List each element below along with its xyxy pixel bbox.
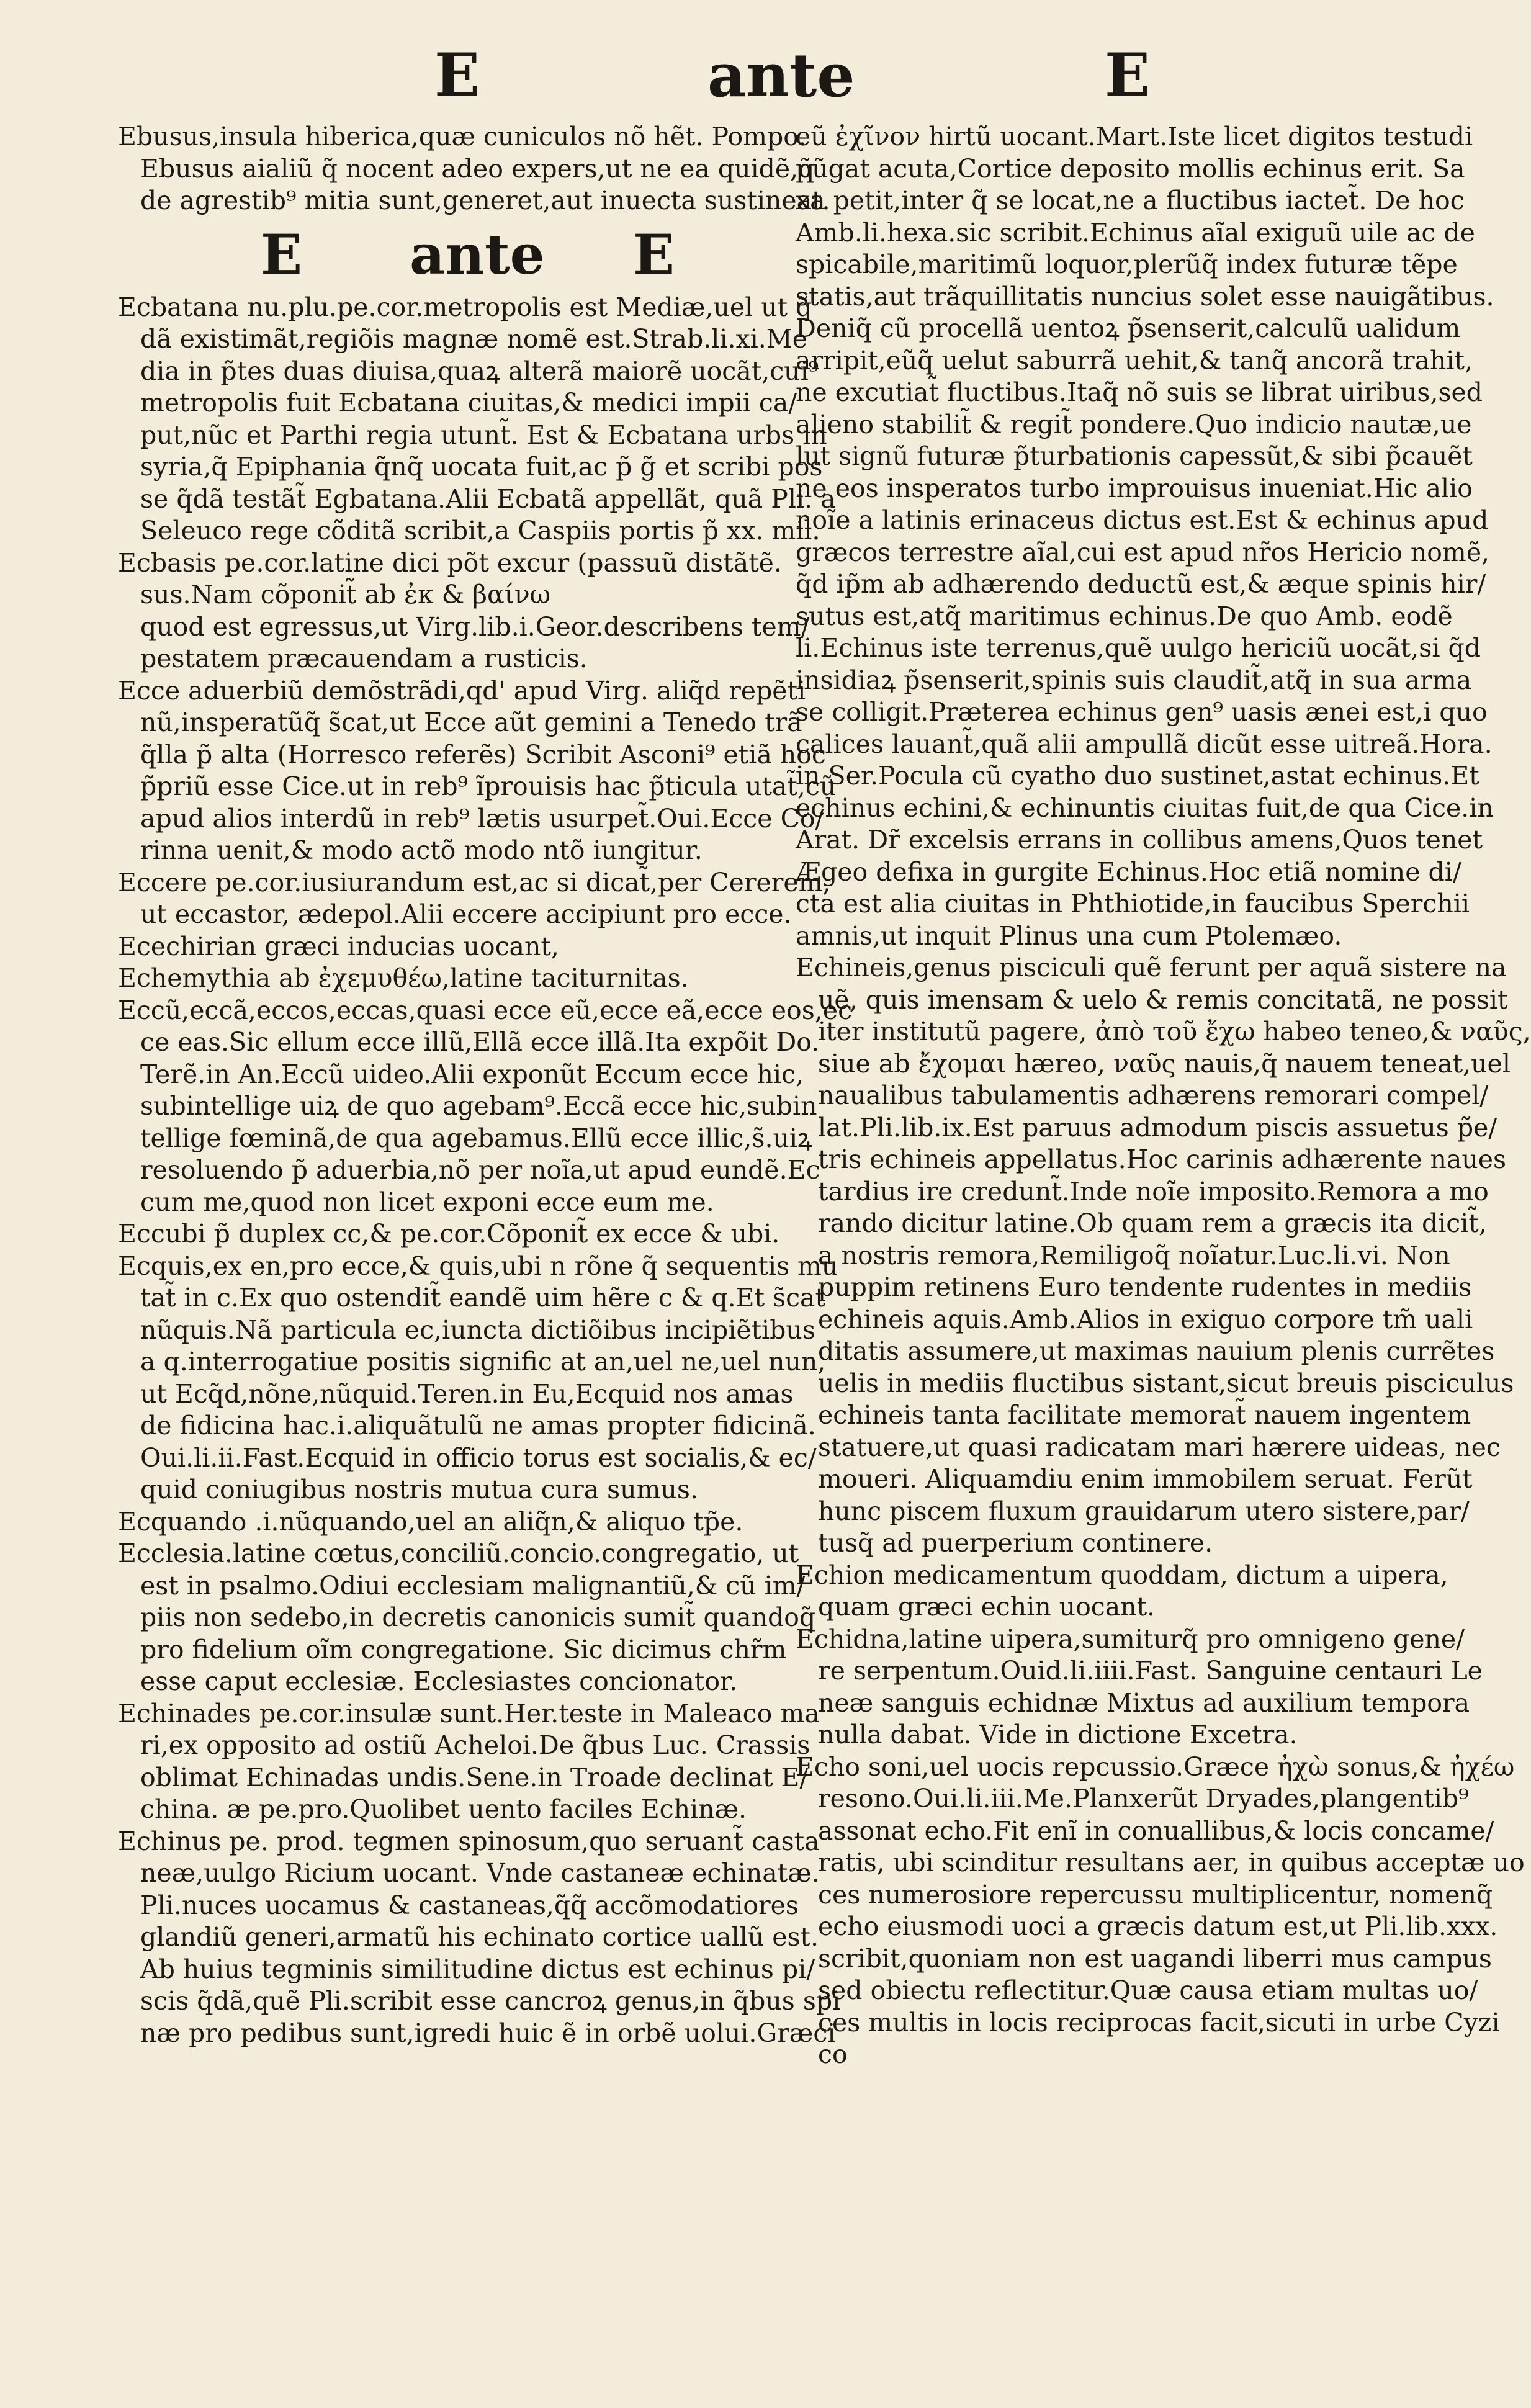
left-column-entries (118, 292, 853, 2050)
text-line: iter institutũ pagere, ἀπὸ τοῦ ἔχω habeo teneo,& ναῦς, (818, 1017, 1531, 1046)
text-line: calices lauant̃,quã alii ampullã dicũt esse uitreã.Hora. (796, 729, 1493, 759)
text-line: put,nũc et Parthi regia utunt̃. Est & Ecbatana urbs in (140, 420, 827, 450)
text-line: nũquis.Nã particula ec,iuncta dictiõibus incipiẽtibus (140, 1314, 815, 1345)
text-line: resoluendo p̃ aduerbia,nõ per noĩa,ut apud eundẽ.Ec (140, 1155, 820, 1185)
text-line: metropolis fuit Ecbatana ciuitas,& medici impii ca/ (140, 388, 797, 418)
text-line: xa petit,inter q̃ se locat,ne a fluctibus iactet̃. De hoc (796, 186, 1465, 215)
text-line: Ecquando .i.nũquando,uel an aliq̃n,& aliquo tp̃e. (118, 1506, 743, 1537)
text-line: Echion medicamentum quoddam, dictum a uipera, (796, 1560, 1448, 1590)
text-line: Arat. Dr̃ excelsis errans in collibus amens,Quos tenet (796, 825, 1483, 855)
text-line: Ecce aduerbiũ demõstrãdi,qd' apud Virg. aliq̃d repẽti (118, 675, 806, 706)
text-line: quid coniugibus nostris mutua cura sumus. (140, 1475, 698, 1504)
text-line: lut signũ futuræ p̃turbationis capessũt,& sibi p̃cauẽt (796, 441, 1473, 471)
text-line: hunc piscem fluxum grauidarum utero sistere,par/ (818, 1496, 1470, 1526)
text-line: syria,q̃ Epiphania q̃nq̃ uocata fuit,ac p̃ g̃ et scribi pos (140, 452, 823, 482)
section-subheader (118, 217, 779, 292)
text-line: a nostris remora,Remiligoq̃ noĩatur.Luc.li.vi. Non (818, 1240, 1450, 1270)
text-line: ut eccastor, ædepol.Alii eccere accipiunt pro ecce. (140, 899, 792, 929)
text-line: Ecechirian græci inducias uocant, (118, 931, 559, 961)
text-line: amnis,ut inquit Plinus una cum Ptolemæo. (796, 920, 1342, 951)
text-line: pro fidelium oĩm congregatione. Sic dicimus chr̃m (140, 1634, 787, 1664)
text-line: dã existimãt,regiõis magnæ nomẽ est.Strab.li.xi.Me (140, 324, 808, 354)
text-line: ne excutiat̃ fluctibus.Itaq̃ nõ suis se librat uiribus,sed (796, 377, 1483, 407)
text-line: tellige fœminã,de qua agebamus.Ellũ ecce illic,s̃.uiꝝ (140, 1123, 812, 1153)
text-line: græcos terrestre aĩal,cui est apud nr̃os Hericio nomẽ, (796, 537, 1490, 567)
text-line: naualibus tabulamentis adhærens remorari compel/ (818, 1080, 1489, 1110)
text-line: næ pro pedibus sunt,igredi huic ẽ in orbẽ uolui.Græci (140, 2018, 836, 2048)
text-line: Ecquis,ex en,pro ecce,& quis,ubi n rõne q̃ sequentis mu (118, 1251, 838, 1281)
text-line: sus.Nam cõponit̃ ab ἐκ & βαίνω (140, 580, 551, 609)
text-line: de agrestib⁹ mitia sunt,generet,aut inuecta sustineat. (140, 186, 830, 215)
text-line: echo eiusmodi uoci a græcis datum est,ut Pli.lib.xxx. (818, 1912, 1498, 1941)
text-line: Seleuco rege cõditã scribit,a Caspiis portis p̃ xx. mil. (140, 516, 820, 546)
text-line: neæ sanguis echidnæ Mixtus ad auxilium tempora (818, 1687, 1470, 1718)
subheader-letter-right: E (633, 222, 675, 287)
text-line: ditatis assumere,ut maximas nauium plenis currẽtes (818, 1336, 1495, 1366)
text-line: china. æ pe.pro.Quolibet uento faciles Echinæ. (140, 1794, 747, 1824)
text-line: eũ ἐχῖνον hirtũ uocant.Mart.Iste licet digitos testudi (796, 122, 1473, 151)
text-line: apud alios interdũ in reb⁹ lætis usurpet̃.Oui.Ecce Co/ (140, 803, 824, 833)
text-line: ut Ecq̃d,nõne,nũquid.Teren.in Eu,Ecquid nos amas (140, 1378, 794, 1409)
text-line: Eccũ,eccã,eccos,eccas,quasi ecce eũ,ecce eã,ecce eos,ec (118, 995, 853, 1025)
text-line: ne eos insperatos turbo improuisus inueniat.Hic alio (796, 473, 1473, 503)
text-line: scribit,quoniam non est uagandi liberri mus campus (818, 1943, 1492, 1974)
text-line: subintellige uiꝝ de quo agebam⁹.Eccã ecce hic,subin (140, 1091, 817, 1121)
text-line: tat̃ in c.Ex quo ostendit̃ eandẽ uim hẽre c & q.Et s̃cat (140, 1283, 825, 1313)
text-line: scis q̃dã,quẽ Pli.scribit esse cancroꝝ genus,in q̃bus spi (140, 1986, 841, 2016)
header-letter-left: E (434, 40, 480, 110)
text-line: resono.Oui.li.iii.Me.Planxerũt Dryades,plangentib⁹ (818, 1784, 1469, 1813)
text-line: cum me,quod non licet exponi ecce eum me. (140, 1187, 714, 1217)
left-column (118, 121, 853, 2049)
text-line: spicabile,maritimũ loquor,plerũq̃ index futuræ tẽpe (796, 249, 1458, 279)
text-line: q̃lla p̃ alta (Horresco referẽs) Scribit Asconi⁹ etiã hoc (140, 739, 826, 770)
text-line: insidiaꝝ p̃senserit,spinis suis claudit̃,atq̃ in sua arma (796, 665, 1472, 695)
text-line: Ecbasis pe.cor.latine dici põt excur (passuũ distãtẽ. (118, 547, 782, 578)
text-line: de fidicina hac.i.aliquãtulũ ne amas propter fidicinã. (140, 1411, 816, 1440)
text-line: tardius ire credunt̃.Inde noĩe imposito.Remora a mo (818, 1176, 1489, 1206)
text-line: cta est alia ciuitas in Phthiotide,in faucibus Sperchii (796, 889, 1470, 919)
text-line: neæ,uulgo Ricium uocant. Vnde castaneæ echinatæ. (140, 1858, 820, 1888)
text-line: Echemythia ab ἐχεμυθέω,latine taciturnitas. (118, 963, 689, 993)
subheader-letter-left: E (261, 222, 303, 287)
text-line: rinna uenit,& modo actõ modo ntõ iungitur. (140, 835, 703, 865)
text-line: nulla dabat. Vide in dictione Excetra. (818, 1720, 1298, 1750)
text-line: oblimat Echinadas undis.Sene.in Troade declinat E/ (140, 1762, 809, 1792)
text-line: Eccubi p̃ duplex cc,& pe.cor.Cõponit̃ ex ecce & ubi. (118, 1219, 780, 1249)
right-column (796, 121, 1531, 2071)
text-line: Ecclesia.latine cœtus,conciliũ.concio.congregatio, ut (118, 1539, 799, 1568)
text-line: se colligit.Præterea echinus gen⁹ uasis ænei est,i quo (796, 697, 1488, 727)
left-column-top-entries (118, 121, 830, 217)
text-line: Eccere pe.cor.iusiurandum est,ac si dicat̃,per Cererem, (118, 867, 831, 897)
text-line: Oui.li.ii.Fast.Ecquid in officio torus est socialis,& ec/ (140, 1442, 817, 1473)
header-word: ante (707, 40, 855, 110)
text-line: lat.Pli.lib.ix.Est paruus admodum piscis assuetus p̃e/ (818, 1112, 1497, 1143)
text-line: Deniq̃ cũ procellã uentoꝝ p̃senserit,calculũ ualidum (796, 313, 1461, 343)
text-line: noĩe a latinis erinaceus dictus est.Est & echinus apud (796, 505, 1489, 535)
header-letter-right: E (1105, 40, 1151, 110)
text-line: co (818, 2039, 848, 2069)
text-line: est in psalmo.Odiui ecclesiam malignantiũ,& cũ im/ (140, 1570, 806, 1601)
text-line: rando dicitur latine.Ob quam rem a græcis ita dicit̃, (818, 1208, 1487, 1238)
text-line: Ebusus,insula hiberica,quæ cuniculos nõ hẽt. Pompo. (118, 122, 807, 151)
text-line: echinus echini,& echinuntis ciuitas fuit,de qua Cice.in (796, 793, 1494, 823)
text-line: ri,ex opposito ad ostiũ Acheloi.De q̃bus Luc. Crassis (140, 1730, 810, 1760)
text-line: Ecbatana nu.plu.pe.cor.metropolis est Mediæ,uel ut q̃ (118, 292, 812, 322)
text-line: moueri. Aliquamdiu enim immobilem seruat. Ferũt (818, 1464, 1473, 1494)
text-line: dia in p̃tes duas diuisa,quaꝝ alterã maiorẽ uocãt,cui⁹ (140, 356, 819, 386)
text-line: statuere,ut quasi radicatam mari hærere uideas, nec (818, 1432, 1501, 1462)
text-line: pestatem præcauendam a rusticis. (140, 644, 588, 673)
text-line: nũ,insperatũq̃ s̃cat,ut Ecce aũt gemini a Tenedo trã (140, 708, 802, 737)
text-line: quod est egressus,ut Virg.lib.i.Geor.describens tem/ (140, 611, 810, 642)
text-line: q̃d ip̃m ab adhærendo deductũ est,& æque spinis hir/ (796, 569, 1486, 599)
text-line: a q.interrogatiue positis signific at an,uel ne,uel nun, (140, 1347, 826, 1377)
text-line: alieno stabilit̃ & regit̃ pondere.Quo indicio nautæ,ue (796, 409, 1472, 439)
text-line: Ab huius tegminis similitudine dictus est echinus pi/ (140, 1954, 815, 1984)
text-line: p̃priũ esse Cice.ut in reb⁹ ĩprouisis hac p̃ticula utat̃,cũ (140, 771, 837, 801)
text-line: ces numerosiore repercussu multiplicentur, nomenq̃ (818, 1879, 1493, 1910)
text-line: Echinus pe. prod. tegmen spinosum,quo seruant̃ casta (118, 1826, 820, 1856)
text-line: esse caput ecclesiæ. Ecclesiastes concionator. (140, 1666, 738, 1696)
text-line: statis,aut trãquillitatis nuncius solet esse nauigãtibus. (796, 281, 1494, 312)
text-line: li.Echinus iste terrenus,quẽ uulgo hericiũ uocãt,si q̃d (796, 633, 1481, 663)
text-line: glandiũ generi,armatũ his echinato cortice uallũ est. (140, 1922, 819, 1952)
text-line: pũgat acuta,Cortice deposito mollis echinus erit. Sa (796, 153, 1465, 184)
text-line: uẽ, quis imensam & uelo & remis concitatã, ne possit (818, 984, 1508, 1015)
text-line: ce eas.Sic ellum ecce illũ,Ellã ecce illã.Ita expõit Do. (140, 1027, 820, 1057)
text-line: Amb.li.hexa.sic scribit.Echinus aĩal exiguũ uile ac de (796, 217, 1475, 248)
text-line: in Ser.Pocula cũ cyatho duo sustinet,astat echinus.Et (796, 761, 1479, 791)
text-line: Ebusus aialiũ q̃ nocent adeo expers,ut ne ea quidẽ,q̃ (140, 153, 815, 184)
running-header (0, 38, 1435, 113)
text-line: piis non sedebo,in decretis canonicis sumit̃ quandoq̃ (140, 1602, 816, 1632)
text-line: Terẽ.in An.Eccũ uideo.Alii exponũt Eccum ecce hic, (140, 1059, 804, 1089)
text-line: puppim retinens Euro tendente rudentes in mediis (818, 1272, 1472, 1302)
text-line: se q̃dã testãt̃ Egbatana.Alii Ecbatã appellãt, quã Pli. a (140, 483, 836, 514)
text-line: echineis tanta facilitate memorat̃ nauem ingentem (818, 1400, 1471, 1430)
subheader-word: ante (410, 222, 545, 287)
text-line: echineis aquis.Amb.Alios in exiguo corpore tm̃ uali (818, 1304, 1473, 1334)
text-line: Pli.nuces uocamus & castaneas,q̃q̃ accõmodatiores (140, 1890, 799, 1920)
text-line: Echidna,latine uipera,sumiturq̃ pro omnigeno gene/ (796, 1624, 1465, 1654)
text-line: tris echineis appellatus.Hoc carinis adhærente naues (818, 1144, 1507, 1174)
text-line: ratis, ubi scinditur resultans aer, in quibus acceptæ uo (818, 1848, 1525, 1877)
text-line: siue ab ἔχομαι hæreo, ναῦς nauis,q̃ nauem teneat,uel (818, 1048, 1511, 1079)
text-line: arripit,eũq̃ uelut saburrã uehit,& tanq̃ ancorã trahit, (796, 345, 1473, 375)
text-line: Echineis,genus pisciculi quẽ ferunt per aquã sistere na (796, 953, 1507, 982)
text-line: Echo soni,uel uocis repcussio.Græce ἠχὼ sonus,& ἠχέω (796, 1751, 1515, 1782)
text-line: assonat echo.Fit enĩ in conuallibus,& locis concame/ (818, 1815, 1494, 1846)
text-line: sutus est,atq̃ maritimus echinus.De quo Amb. eodẽ (796, 601, 1453, 631)
text-line: quam græci echin uocant. (818, 1592, 1156, 1622)
text-line: uelis in mediis fluctibus sistant,sicut breuis pisciculus (818, 1368, 1514, 1398)
text-line: sed obiectu reflectitur.Quæ causa etiam multas uo/ (818, 1975, 1478, 2005)
text-line: tusq̃ ad puerperium continere. (818, 1528, 1213, 1558)
text-line: Echinades pe.cor.insulæ sunt.Her.teste in Maleaco ma (118, 1698, 820, 1728)
text-line: Ægeo defixa in gurgite Echinus.Hoc etiã nomine di/ (796, 856, 1461, 887)
text-line: re serpentum.Ouid.li.iiii.Fast. Sanguine centauri Le (818, 1656, 1483, 1686)
text-line: ces multis in locis reciprocas facit,sicuti in urbe Cyzi (818, 2007, 1500, 2037)
